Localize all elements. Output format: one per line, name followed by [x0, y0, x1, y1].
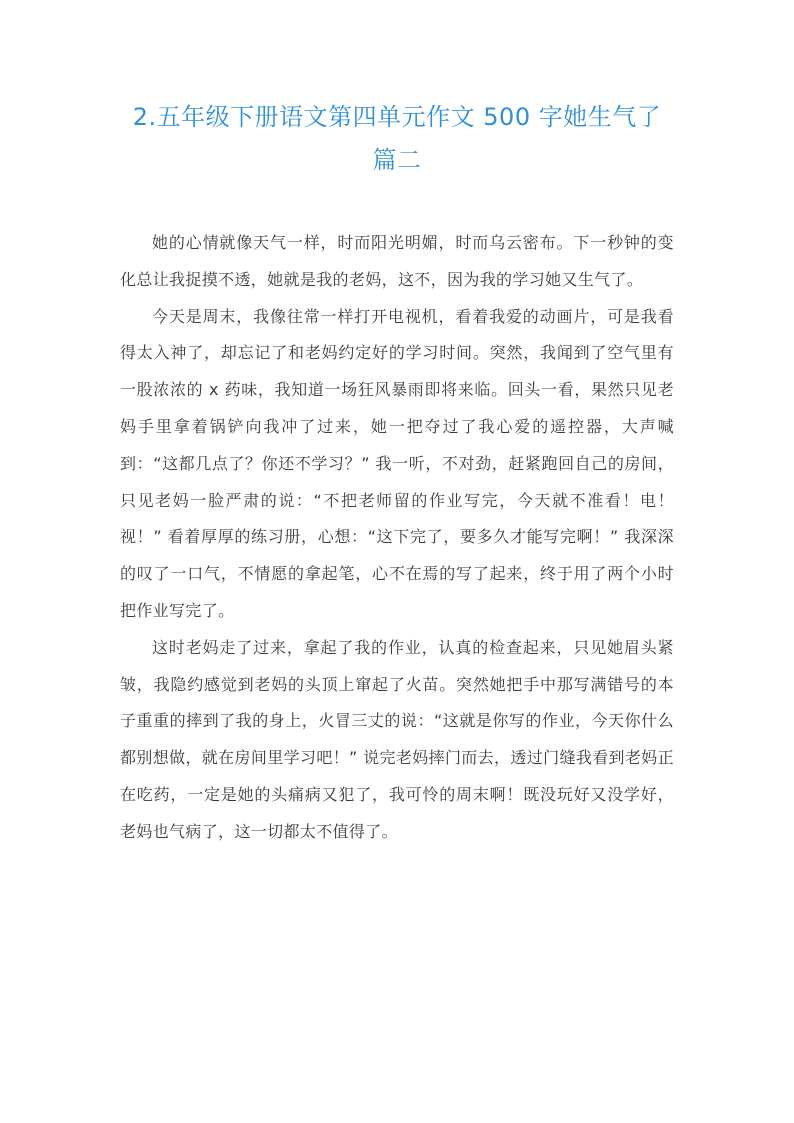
document-title: 2.五年级下册语文第四单元作文 500 字她生气了 篇二 [132, 103, 662, 174]
paragraph-1: 她的心情就像天气一样，时而阳光明媚，时而乌云密布。下一秒钟的变化总让我捉摸不透，她就是我的老妈，这不，因为我的学习她又生气了。 [120, 233, 674, 289]
document-body [120, 225, 674, 851]
paragraph-2: 今天是周末，我像往常一样打开电视机，看着我爱的动画片，可是我看得太入神了，却忘记了和老妈约定好的学习时间。突然，我闻到了空气里有一股浓浓的 x 药味，我知道一场狂风暴雨即将来临。回头一看，果然只见老妈手里拿着锅铲向我冲了过来，她一把夺过了我心爱的遥控器，大声喊到：“这都几点了？你还不学习？” 我一听，不对劲，赶紧跑回自己的房间，只见老妈一脸严肃的说：“不把老师留的作业写完，今天就不准看！电！视！” 看着厚厚的练习册，心想：“这下完了，要多久才能写完啊！” 我深深的叹了一口气，不情愿的拿起笔，心不在焉的写了起来，终于用了两个小时把作业写完了。 [120, 306, 674, 620]
paragraph-3: 这时老妈走了过来，拿起了我的作业，认真的检查起来，只见她眉头紧皱，我隐约感觉到老妈的头顶上窜起了火苗。突然她把手中那写满错号的本子重重的摔到了我的身上，火冒三丈的说：“这就是你写的作业，今天你什么都别想做，就在房间里学习吧！” 说完老妈摔门而去，透过门缝我看到老妈正在吃药，一定是她的头痛病又犯了，我可怜的周末啊！既没玩好又没学好，老妈也气病了，这一切都太不值得了。 [120, 637, 674, 841]
